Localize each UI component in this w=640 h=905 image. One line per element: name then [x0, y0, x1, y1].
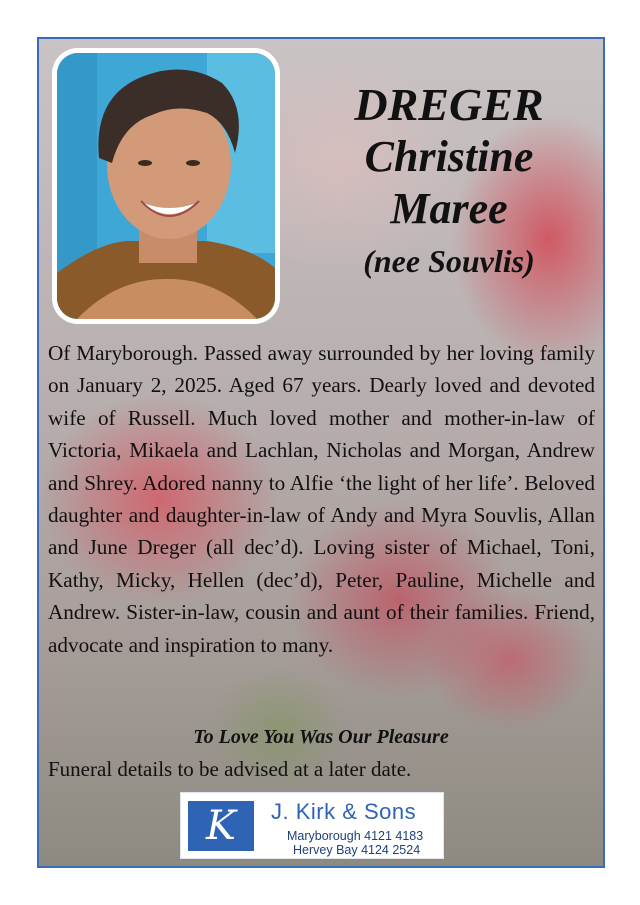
notice-body: Of Maryborough. Passed away surrounded by her loving family on January 2, 2025. Aged 67 years. Dearly loved and devoted wife of Russell. Much loved mother and mother-in-law of Victoria, Mikaela and Lachlan, Nicholas and Morgan, Andrew and Shrey. Adored nanny to Alfie ‘the light of her life’. Beloved daughter and daughter-in-law of Andy and Myra Souvlis, Allan and June Dreger (all dec’d). Loving sister of Michael, Toni, Kathy, Micky, Hellen (dec’d), Peter, Pauline, Michelle and Andrew. Sister-in-law, cousin and aunt of their families. Friend, advocate and inspiration to many. — [48, 341, 595, 657]
deceased-name — [299, 79, 599, 283]
funeral-director-logo — [180, 792, 444, 859]
memorial-quote: To Love You Was Our Pleasure — [193, 726, 449, 748]
portrait-image — [57, 53, 275, 319]
funeral-director-name: J. Kirk & Sons — [271, 799, 417, 824]
monogram-letter: K — [206, 803, 236, 849]
portrait-photo — [52, 48, 280, 324]
notice-frame — [37, 37, 605, 868]
given-name-first: Christine — [364, 132, 534, 181]
phone-maryborough: Maryborough 4121 4183 — [287, 829, 424, 843]
phone-hervey-bay: Hervey Bay 4124 2524 — [293, 843, 421, 857]
funeral-details: Funeral details to be advised at a later date. — [48, 757, 412, 781]
given-name-middle: Maree — [390, 184, 508, 233]
surname: DREGER — [354, 79, 544, 130]
k-monogram-icon — [188, 801, 254, 851]
maiden-name: (nee Souvlis) — [363, 243, 535, 279]
